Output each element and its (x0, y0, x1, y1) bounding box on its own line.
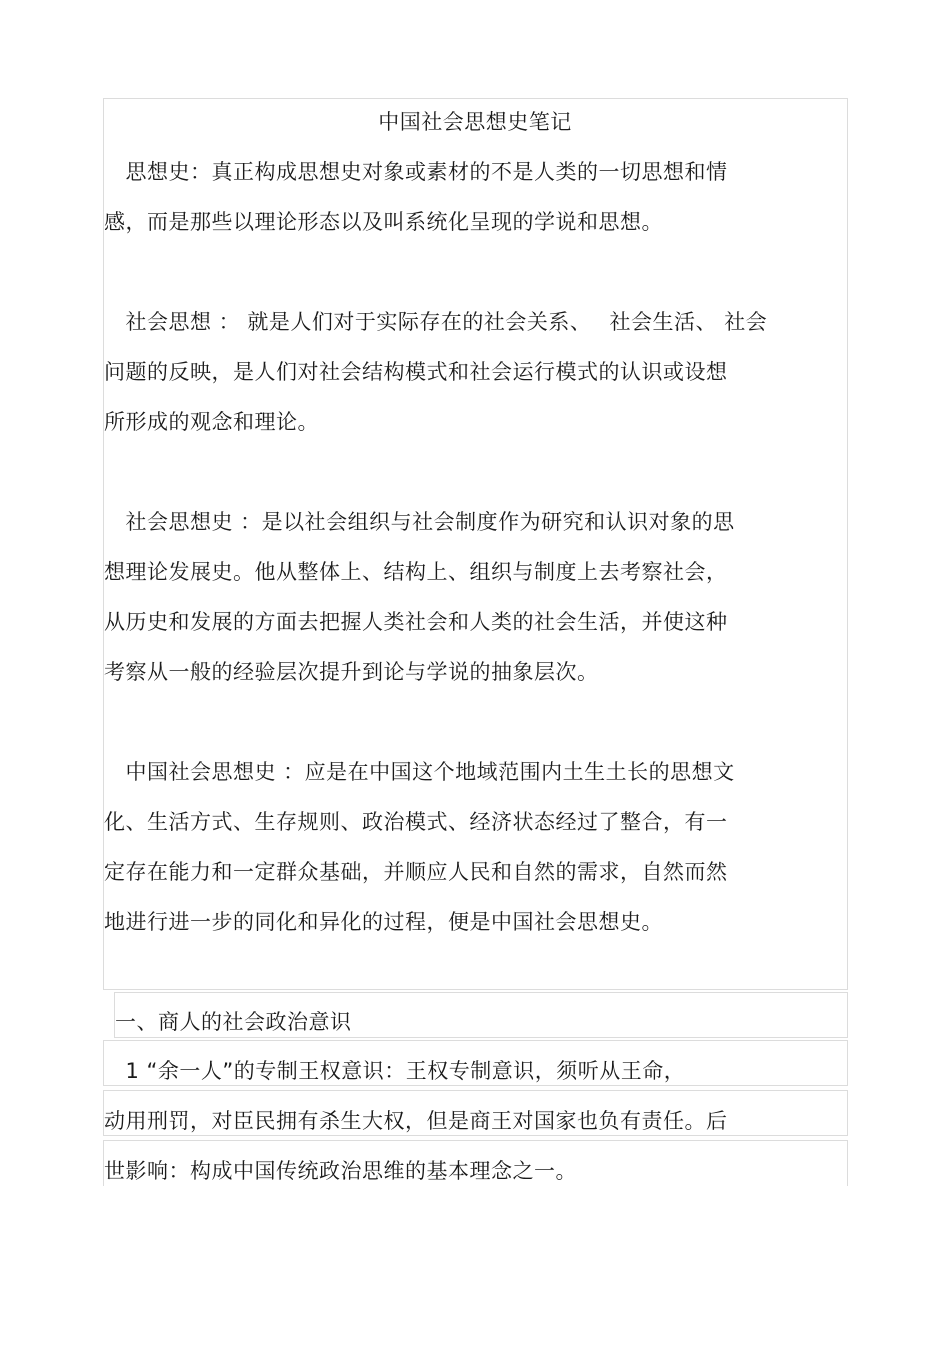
paragraph-2-line-2: 问题的反映，是人们对社会结构模式和社会运行模式的认识或设想 (104, 360, 728, 384)
section-line-2: 动用刑罚，对臣民拥有杀生大权，但是商王对国家也负有责任。后 (104, 1109, 728, 1133)
paragraph-3-line-4: 考察从一般的经验层次提升到论与学说的抽象层次。 (104, 660, 599, 684)
paragraph-4-line-1: 中国社会思想史 ：应是在中国这个地域范围内土生土长的思想文 (104, 760, 735, 784)
paragraph-2-line-3: 所形成的观念和理论。 (104, 410, 319, 434)
paragraph-1-line-1: 思想史：真正构成思想史对象或素材的不是人类的一切思想和情 (104, 160, 728, 184)
paragraph-4-line-2: 化、生活方式、生存规则、政治模式、经济状态经过了整合，有一 (104, 810, 728, 834)
paragraph-1-line-2: 感，而是那些以理论形态以及叫系统化呈现的学说和思想。 (104, 210, 663, 234)
paragraph-3-line-1: 社会思想史 ：是以社会组织与社会制度作为研究和认识对象的思 (104, 510, 735, 534)
section-line-3: 世影响：构成中国传统政治思维的基本理念之一。 (104, 1159, 577, 1183)
section-line-1: 1 “余一人”的专制王权意识：王权专制意识，须听从王命， (104, 1059, 686, 1083)
paragraph-4-line-3: 定存在能力和一定群众基础，并顺应人民和自然的需求，自然而然 (104, 860, 728, 884)
document-title: 中国社会思想史笔记 (378, 110, 572, 134)
paragraph-3-line-2: 想理论发展史。他从整体上、结构上、组织与制度上去考察社会， (104, 560, 728, 584)
paragraph-4-line-4: 地进行进一步的同化和异化的过程，便是中国社会思想史。 (104, 910, 663, 934)
paragraph-2-line-1: 社会思想 ： 就是人们对于实际存在的社会关系、 社会生活、 社会 (104, 310, 768, 334)
paragraph-3-line-3: 从历史和发展的方面去把握人类社会和人类的社会生活，并使这种 (104, 610, 728, 634)
section-heading: 一、商人的社会政治意识 (115, 1010, 352, 1034)
